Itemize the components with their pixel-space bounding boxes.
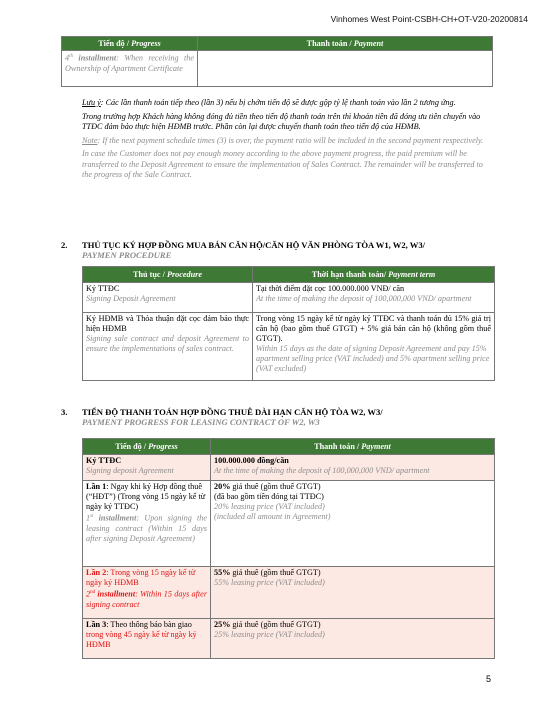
procedure-row-1-term: Tại thời điểm đặt cọc 100.000.000 VNĐ/ căn At the time of making the deposit of 100,000,000 VND/ apartment <box>253 283 495 313</box>
leasing-row-3-step: Lần 3: Theo thông báo bàn giao trong vòng 45 ngày kể từ ngày ký HĐMB <box>83 619 211 659</box>
installment-4-payment-cell <box>198 51 493 87</box>
note-vi-2: Trong trường hợp Khách hàng không đóng đủ tiền theo tiến độ thanh toán trên thì khoản tiền đã đóng ưu tiên chuyển vào TTĐC đảm bảo thực hiện HĐMB trước. Phần còn lại được chuyển thanh toán theo tiến độ của HĐMB. <box>82 111 481 131</box>
leasing-payment-table <box>82 438 495 659</box>
note-vi-1: Lưu ý: Các lần thanh toán tiếp theo (lần 3) nếu bị chớm tiến độ sẽ được gộp tỷ lệ thanh toán vào lần 2 tương ứng. <box>82 98 456 107</box>
procedure-row-1-step: Ký TTĐC Signing Deposit Agreement <box>83 283 253 313</box>
leasing-row-3-payment: 25% giá thuê (gồm thuế GTGT) 25% leasing price (VAT included) <box>211 619 495 659</box>
leasing-row-2-payment: 55% giá thuê (gồm thuế GTGT) 55% leasing price (VAT included) <box>211 567 495 619</box>
page-number: 5 <box>486 674 492 684</box>
col-procedure-header: Thủ tục / Procedure <box>83 267 253 283</box>
col-progress-header: Tiến độ / Progress <box>62 37 198 51</box>
leasing-row-2-step: Lần 2: Trong vòng 15 ngày kể từ ngày ký HĐMB 2nd installment: Within 15 days after signing contract <box>83 567 211 619</box>
leasing-row-deposit-step: Ký TTĐC Signing deposit Agreement <box>83 455 211 481</box>
section-2-heading: 2. THỦ TỤC KÝ HỢP ĐỒNG MUA BÁN CĂN HỘ/CĂN HỘ VĂN PHÒNG TÒA W1, W2, W3/ PAYMEN PROCEDURE <box>61 240 426 260</box>
note-en-2: In case the Customer does not pay enough money according to the above payment progress, the paid premium will be transferred to the Deposit Agreement to ensure the implementation of Sales Contract. The remainder will be transferred to the progress of the Sale Contract. <box>82 149 483 179</box>
installment-4-cell: 4th installment: When receiving the Ownership of Apartment Certificate <box>62 51 198 87</box>
leasing-row-1-step: Lần 1: Ngay khi ký Hợp đồng thuê (“HĐT”) (Trong vòng 15 ngày kể từ ngày ký TTĐC) 1st installment: Upon signing the leasing contract (Within 15 days after signing Deposit Agreement) <box>83 481 211 567</box>
col-payment-header-3: Thanh toán / Payment <box>211 439 495 455</box>
progress-table-continued <box>61 36 493 87</box>
procedure-table <box>82 266 495 381</box>
col-payment-header: Thanh toán / Payment <box>198 37 493 51</box>
col-progress-header-3: Tiến độ / Progress <box>83 439 211 455</box>
procedure-row-2-term: Trong vòng 15 ngày kể từ ngày ký TTĐC và thanh toán đủ 15% giá trị căn hộ (bao gồm thuế GTGT) + 5% giá bán căn hộ (không gồm thuế GTGT). Within 15 days as the date of signing Deposit Agreement and pay 15% apartment selling price (VAT included) and 5% apartment selling price (VAT excluded) <box>253 313 495 381</box>
section-3-heading: 3. TIẾN ĐỘ THANH TOÁN HỢP ĐỒNG THUÊ DÀI HẠN CĂN HỘ TÒA W2, W3/ PAYMENT PROGRESS FOR LEASING CONTRACT OF W2, W3 <box>61 407 383 427</box>
leasing-row-1-payment: 20% giá thuê (gồm thuế GTGT) (đã bao gồm tiền đóng tại TTĐC) 20% leasing price (VAT included) (included all amount in Agreement) <box>211 481 495 567</box>
document-code: Vinhomes West Point-CSBH-CH+OT-V20-20200814 <box>330 14 528 24</box>
col-payment-term-header: Thời hạn thanh toán/ Payment term <box>253 267 495 283</box>
procedure-row-2-step: Ký HĐMB và Thỏa thuận đặt cọc đảm bảo thực hiện HĐMB Signing sale contract and deposit Agreement to ensure the implementations of sales contract. <box>83 313 253 381</box>
leasing-row-deposit-payment: 100.000.000 đồng/căn At the time of making the deposit of 100,000,000 VND/ apartment <box>211 455 495 481</box>
note-en-1: Note: If the next payment schedule times (3) is over, the payment ratio will be included in the second payment respectively. <box>82 135 484 145</box>
notes-block <box>82 98 494 181</box>
